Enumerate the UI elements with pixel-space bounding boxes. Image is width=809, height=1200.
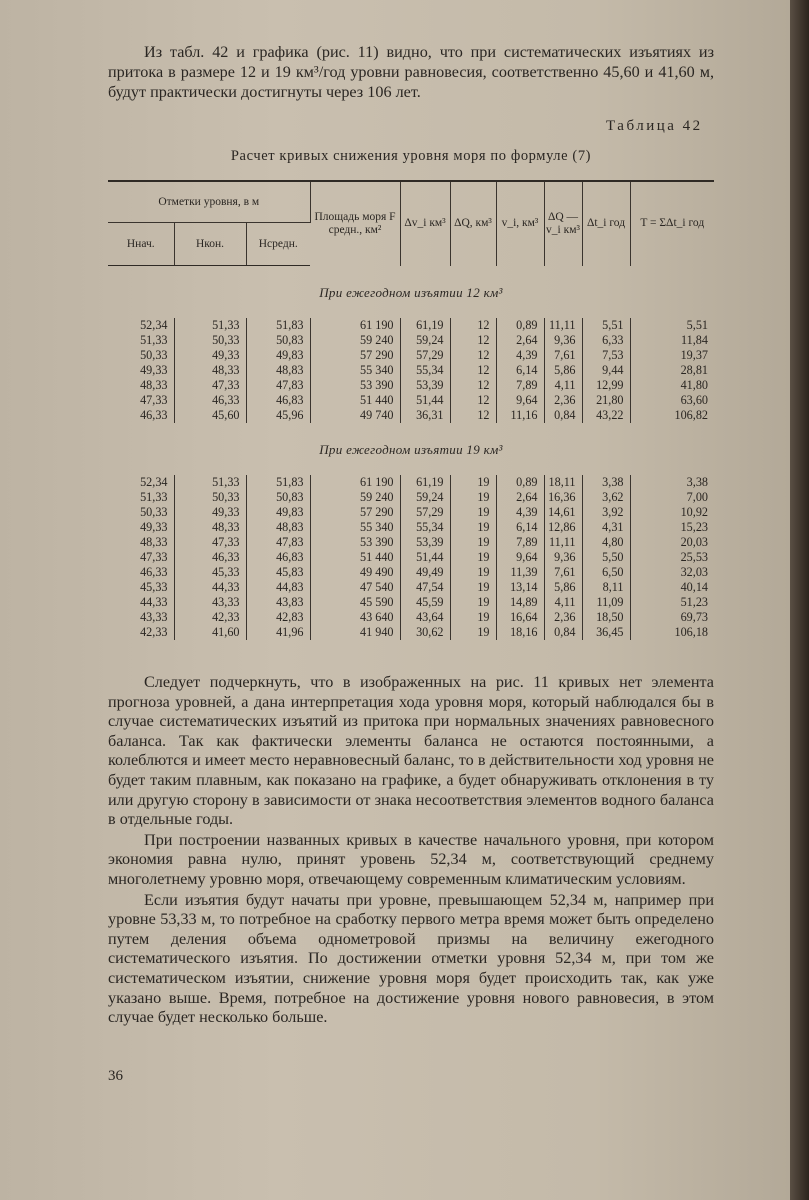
cell-dq-minus-vi: 0,84 [544,408,582,423]
cell-dt: 3,38 [582,475,630,490]
cell-dv: 61,19 [400,475,450,490]
table-row [108,505,714,520]
cell-h-mean: 45,83 [246,565,310,580]
cell-h-end: 46,33 [174,393,246,408]
cell-vi: 0,89 [496,475,544,490]
cell-h-end: 44,33 [174,580,246,595]
header-dq: ΔQ, км³ [450,181,496,266]
cell-dv: 47,54 [400,580,450,595]
table-row [108,475,714,490]
table-row [108,393,714,408]
cell-dq: 19 [450,565,496,580]
cell-dq-minus-vi: 16,36 [544,490,582,505]
cell-dq: 12 [450,408,496,423]
cell-vi: 2,64 [496,490,544,505]
cell-h-start: 51,33 [108,333,174,348]
cell-dq: 12 [450,378,496,393]
table-row [108,610,714,625]
cell-h-start: 50,33 [108,348,174,363]
cell-dq-minus-vi: 11,11 [544,535,582,550]
cell-dq: 19 [450,625,496,640]
cell-dq: 12 [450,363,496,378]
cell-dq-minus-vi: 4,11 [544,595,582,610]
table-row [108,490,714,505]
cell-area: 47 540 [310,580,400,595]
cell-h-mean: 47,83 [246,378,310,393]
cell-dt: 9,44 [582,363,630,378]
cell-h-mean: 48,83 [246,363,310,378]
cell-t-sum: 69,73 [680,610,708,624]
cell-dq-minus-vi: 2,36 [544,610,582,625]
table-row [108,595,714,610]
cell-area: 59 240 [310,490,400,505]
cell-h-mean: 48,83 [246,520,310,535]
cell-dv: 59,24 [400,333,450,348]
cell-h-start: 46,33 [108,565,174,580]
cell-area: 49 740 [310,408,400,423]
cell-vi: 13,14 [496,580,544,595]
cell-dq: 12 [450,348,496,363]
cell-dt: 3,62 [582,490,630,505]
table-row [108,625,714,640]
section-heading-19: При ежегодном изъятии 19 км³ [319,441,503,457]
cell-h-end: 48,33 [174,363,246,378]
cell-h-start: 42,33 [108,625,174,640]
cell-t-sum: 3,38 [686,475,708,489]
cell-dv: 55,34 [400,363,450,378]
cell-h-start: 43,33 [108,610,174,625]
cell-dv: 53,39 [400,535,450,550]
cell-dt: 36,45 [582,625,630,640]
cell-area: 43 640 [310,610,400,625]
cell-h-mean: 43,83 [246,595,310,610]
cell-h-end: 45,60 [174,408,246,423]
cell-dq-minus-vi: 7,61 [544,565,582,580]
cell-h-start: 47,33 [108,550,174,565]
cell-dq-minus-vi: 5,86 [544,363,582,378]
cell-dq-minus-vi: 0,84 [544,625,582,640]
cell-h-mean: 44,83 [246,580,310,595]
cell-h-mean: 47,83 [246,535,310,550]
cell-h-start: 48,33 [108,378,174,393]
cell-dv: 61,19 [400,318,450,333]
cell-dt: 7,53 [582,348,630,363]
page-edge-shadow [790,0,809,1200]
cell-dt: 11,09 [582,595,630,610]
cell-area: 57 290 [310,505,400,520]
cell-t-sum: 7,00 [686,490,708,504]
table-row [108,333,714,348]
cell-h-end: 41,60 [174,625,246,640]
header-h-start: Hнач. [108,223,174,266]
cell-dq: 19 [450,550,496,565]
cell-dt: 6,33 [582,333,630,348]
cell-vi: 4,39 [496,348,544,363]
cell-h-mean: 49,83 [246,348,310,363]
cell-dt: 21,80 [582,393,630,408]
cell-dq-minus-vi: 11,11 [544,318,582,333]
header-dt: Δt_i год [582,181,630,266]
cell-dv: 30,62 [400,625,450,640]
cell-dq-minus-vi: 2,36 [544,393,582,408]
cell-t-sum: 15,23 [680,520,708,534]
cell-dt: 12,99 [582,378,630,393]
cell-dq: 19 [450,610,496,625]
cell-t-sum: 40,14 [680,580,708,594]
cell-h-end: 43,33 [174,595,246,610]
cell-h-end: 47,33 [174,535,246,550]
cell-dq-minus-vi: 5,86 [544,580,582,595]
cell-vi: 6,14 [496,520,544,535]
cell-h-end: 45,33 [174,565,246,580]
cell-vi: 9,64 [496,393,544,408]
cell-t-sum: 28,81 [680,363,708,377]
cell-t-sum: 5,51 [686,318,708,332]
cell-h-start: 52,34 [108,475,174,490]
cell-dq-minus-vi: 18,11 [544,475,582,490]
cell-t-sum: 19,37 [680,348,708,362]
section-heading-12: При ежегодном изъятии 12 км³ [319,284,503,300]
cell-vi: 6,14 [496,363,544,378]
cell-area: 51 440 [310,393,400,408]
cell-area: 53 390 [310,378,400,393]
header-h-mean: Hсредн. [246,223,310,266]
cell-dq: 19 [450,490,496,505]
header-dv: Δv_i км³ [400,181,450,266]
cell-vi: 7,89 [496,378,544,393]
table-row [108,535,714,550]
cell-dt: 18,50 [582,610,630,625]
cell-dq-minus-vi: 9,36 [544,333,582,348]
cell-h-mean: 45,96 [246,408,310,423]
cell-dt: 6,50 [582,565,630,580]
cell-dq-minus-vi: 4,11 [544,378,582,393]
cell-h-mean: 50,83 [246,333,310,348]
cell-area: 61 190 [310,318,400,333]
paragraph: Если изъятия будут начаты при уровне, превышающем 52,34 м, например при уровне 53,33 м, то потребное на сработку первого метра время может быть определено путем деления объема однометровой призмы на величину ежегодного систематического изъятия. По достижении отметки уровня 52,34 м, при том же систематическом изъятии, снижение уровня моря будет происходить так, как уже указано выше. Время, потребное на достижение уровня нового равновесия, в этом случае будет несколько больше. [108,890,714,1027]
cell-dt: 4,80 [582,535,630,550]
header-vi: v_i, км³ [496,181,544,266]
cell-area: 51 440 [310,550,400,565]
cell-dq: 19 [450,505,496,520]
cell-h-end: 48,33 [174,520,246,535]
cell-vi: 0,89 [496,318,544,333]
cell-dq-minus-vi: 9,36 [544,550,582,565]
table-row [108,520,714,535]
cell-h-start: 48,33 [108,535,174,550]
header-level-marks: Отметки уровня, в м [108,181,310,223]
cell-area: 53 390 [310,535,400,550]
cell-h-mean: 50,83 [246,490,310,505]
table-row [108,408,714,423]
cell-h-mean: 41,96 [246,625,310,640]
cell-dv: 51,44 [400,393,450,408]
cell-dt: 43,22 [582,408,630,423]
cell-vi: 18,16 [496,625,544,640]
cell-dq: 19 [450,535,496,550]
cell-h-start: 52,34 [108,318,174,333]
cell-dt: 8,11 [582,580,630,595]
cell-h-end: 50,33 [174,333,246,348]
cell-dt: 5,51 [582,318,630,333]
table-title: Расчет кривых снижения уровня моря по формуле (7) [230,148,592,164]
paragraph: Следует подчеркнуть, что в изображенных на рис. 11 кривых нет элемента прогноза уровней, а дана интерпретация хода уровня моря, который наблюдался бы в случае систематических изъятий из притока при нормальных значениях равновесного баланса. Так как фактически элементы баланса не остаются постоянными, а колеблются и имеет место неравновесный баланс, то в действительности ход уровня не будет таким плавным, как показано на графике, а будет обнаруживать отклонения в ту или другую сторону в зависимости от знака несоответствия элементов водного баланса в отдельные годы. [108,673,714,829]
cell-h-start: 50,33 [108,505,174,520]
cell-dv: 36,31 [400,408,450,423]
cell-h-mean: 46,83 [246,393,310,408]
page-number: 36 [108,1068,123,1084]
cell-area: 57 290 [310,348,400,363]
table-row [108,378,714,393]
cell-h-end: 49,33 [174,348,246,363]
table-row [108,565,714,580]
cell-dq: 19 [450,580,496,595]
cell-h-end: 42,33 [174,610,246,625]
cell-t-sum: 25,53 [680,550,708,564]
cell-vi: 16,64 [496,610,544,625]
cell-vi: 11,39 [496,565,544,580]
cell-t-sum: 63,60 [680,393,708,407]
cell-h-start: 47,33 [108,393,174,408]
cell-dv: 57,29 [400,348,450,363]
cell-dq: 19 [450,475,496,490]
cell-h-end: 47,33 [174,378,246,393]
cell-t-sum: 106,82 [674,408,708,422]
header-t-sum: T = ΣΔt_i год [630,181,714,266]
cell-h-end: 51,33 [174,475,246,490]
header-dq-minus-vi: ΔQ — v_i км³ [544,181,582,266]
cell-h-end: 46,33 [174,550,246,565]
table-row [108,348,714,363]
cell-area: 55 340 [310,520,400,535]
cell-h-mean: 49,83 [246,505,310,520]
cell-vi: 11,16 [496,408,544,423]
cell-h-end: 51,33 [174,318,246,333]
cell-h-end: 49,33 [174,505,246,520]
table-row [108,318,714,333]
cell-vi: 7,89 [496,535,544,550]
cell-t-sum: 20,03 [680,535,708,549]
cell-vi: 9,64 [496,550,544,565]
cell-h-mean: 51,83 [246,318,310,333]
cell-dt: 3,92 [582,505,630,520]
cell-h-start: 46,33 [108,408,174,423]
table-row [108,550,714,565]
cell-area: 61 190 [310,475,400,490]
cell-dv: 51,44 [400,550,450,565]
cell-dv: 43,64 [400,610,450,625]
cell-h-start: 45,33 [108,580,174,595]
intro-paragraph: Из табл. 42 и графика (рис. 11) видно, что при систематических изъятиях из притока в размере 12 и 19 км³/год уровни равновесия, соответственно 45,60 и 41,60 м, будут практически достигнуты через 106 лет. [108,43,714,101]
header-area: Площадь моря F средн., км² [310,181,400,266]
cell-dq: 12 [450,393,496,408]
cell-dv: 59,24 [400,490,450,505]
cell-t-sum: 106,18 [674,625,708,639]
cell-h-start: 51,33 [108,490,174,505]
cell-dt: 4,31 [582,520,630,535]
cell-dq-minus-vi: 7,61 [544,348,582,363]
header-h-end: Hкон. [174,223,246,266]
cell-h-mean: 42,83 [246,610,310,625]
cell-dq-minus-vi: 12,86 [544,520,582,535]
cell-t-sum: 11,84 [681,333,708,347]
cell-h-mean: 46,83 [246,550,310,565]
cell-dv: 53,39 [400,378,450,393]
cell-t-sum: 51,23 [680,595,708,609]
cell-vi: 2,64 [496,333,544,348]
cell-dq: 12 [450,333,496,348]
cell-t-sum: 10,92 [680,505,708,519]
cell-area: 45 590 [310,595,400,610]
cell-dt: 5,50 [582,550,630,565]
cell-dv: 57,29 [400,505,450,520]
cell-dq-minus-vi: 14,61 [544,505,582,520]
cell-h-mean: 51,83 [246,475,310,490]
cell-vi: 4,39 [496,505,544,520]
cell-h-start: 44,33 [108,595,174,610]
cell-area: 55 340 [310,363,400,378]
table-row [108,363,714,378]
paragraph: При построении названных кривых в качестве начального уровня, при котором экономия равна нулю, принят уровень 52,34 м, соответствующий среднему многолетнему уровню моря, отвечающему современным климатическим условиям. [108,830,714,888]
cell-dv: 45,59 [400,595,450,610]
data-table [108,180,714,640]
cell-vi: 14,89 [496,595,544,610]
cell-dq: 19 [450,595,496,610]
cell-dv: 55,34 [400,520,450,535]
cell-area: 49 490 [310,565,400,580]
cell-area: 59 240 [310,333,400,348]
cell-dv: 49,49 [400,565,450,580]
cell-dq: 19 [450,520,496,535]
cell-h-start: 49,33 [108,363,174,378]
cell-h-start: 49,33 [108,520,174,535]
table-row [108,580,714,595]
cell-h-end: 50,33 [174,490,246,505]
cell-t-sum: 41,80 [680,378,708,392]
table-label: Таблица 42 [606,118,703,134]
cell-area: 41 940 [310,625,400,640]
body-text [108,673,714,1029]
cell-t-sum: 32,03 [680,565,708,579]
cell-dq: 12 [450,318,496,333]
